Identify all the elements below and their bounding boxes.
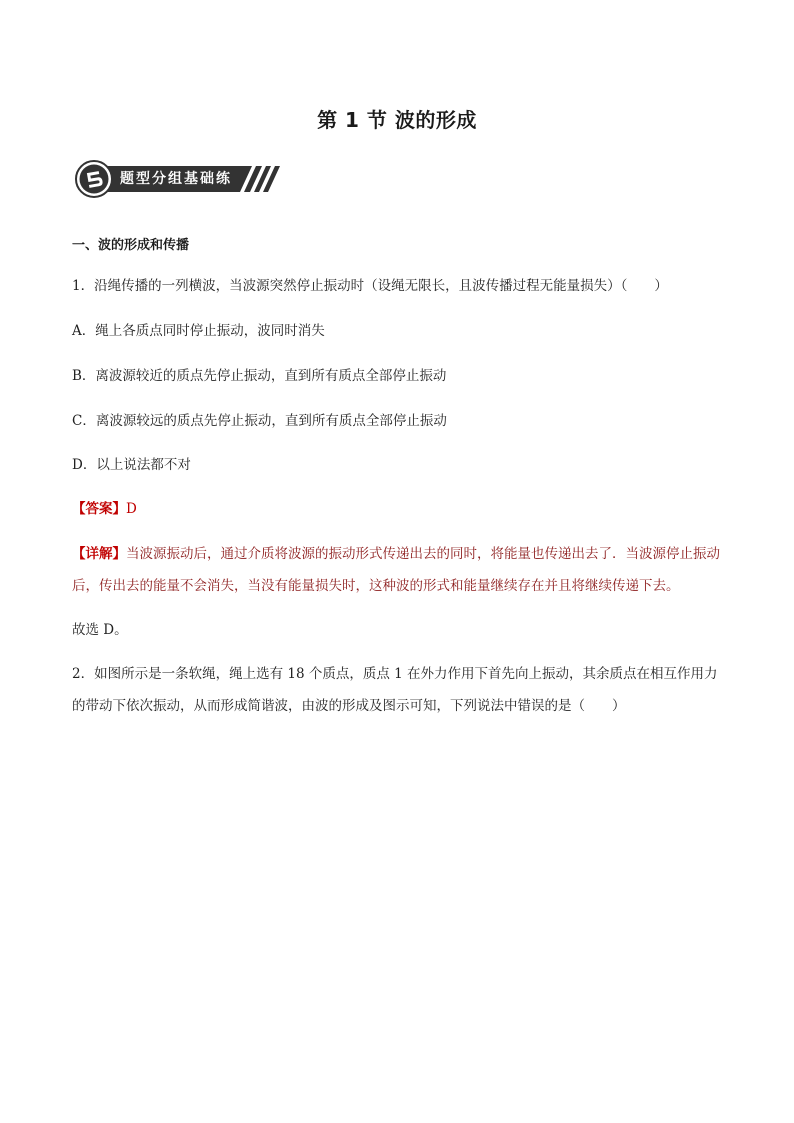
page-title: 第 1 节 波的形成 <box>317 108 477 132</box>
answer-value: D <box>126 501 137 517</box>
option-a: A．绳上各质点同时停止振动，波同时消失 <box>72 323 325 339</box>
option-b: B．离波源较近的质点先停止振动，直到所有质点全部停止振动 <box>72 368 447 384</box>
section-banner <box>74 160 284 198</box>
section-heading: 一、波的形成和传播 <box>72 238 190 253</box>
detail-paragraph <box>72 538 727 602</box>
option-c: C．离波源较远的质点先停止振动，直到所有质点全部停止振动 <box>72 413 447 429</box>
detail-tag: 【详解】 <box>72 546 126 562</box>
detail-text: 当波源振动后，通过介质将波源的振动形式传递出去的同时，将能量也传递出去了．当波源停止振动后，传出去的能量不会消失，当没有能量损失时，这种波的形式和能量继续存在并且将继续传递下去。 <box>72 546 720 594</box>
conclusion-line: 故选 D。 <box>72 622 128 638</box>
answer-tag: 【答案】 <box>72 501 126 517</box>
question-2-stem: 2．如图所示是一条软绳，绳上选有 18 个质点，质点 1 在外力作用下首先向上振动，其余质点在相互作用力的带动下依次振动，从而形成简谐波，由波的形成及图示可知，下列说法中错误的是（ ） <box>72 666 718 714</box>
banner-label: 题型分组基础练 <box>120 171 232 187</box>
question-1-stem: 1．沿绳传播的一列横波，当波源突然停止振动时（设绳无限长，且波传播过程无能量损失）（ ） <box>72 278 668 294</box>
option-d: D．以上说法都不对 <box>72 457 191 473</box>
answer-line <box>72 493 732 525</box>
